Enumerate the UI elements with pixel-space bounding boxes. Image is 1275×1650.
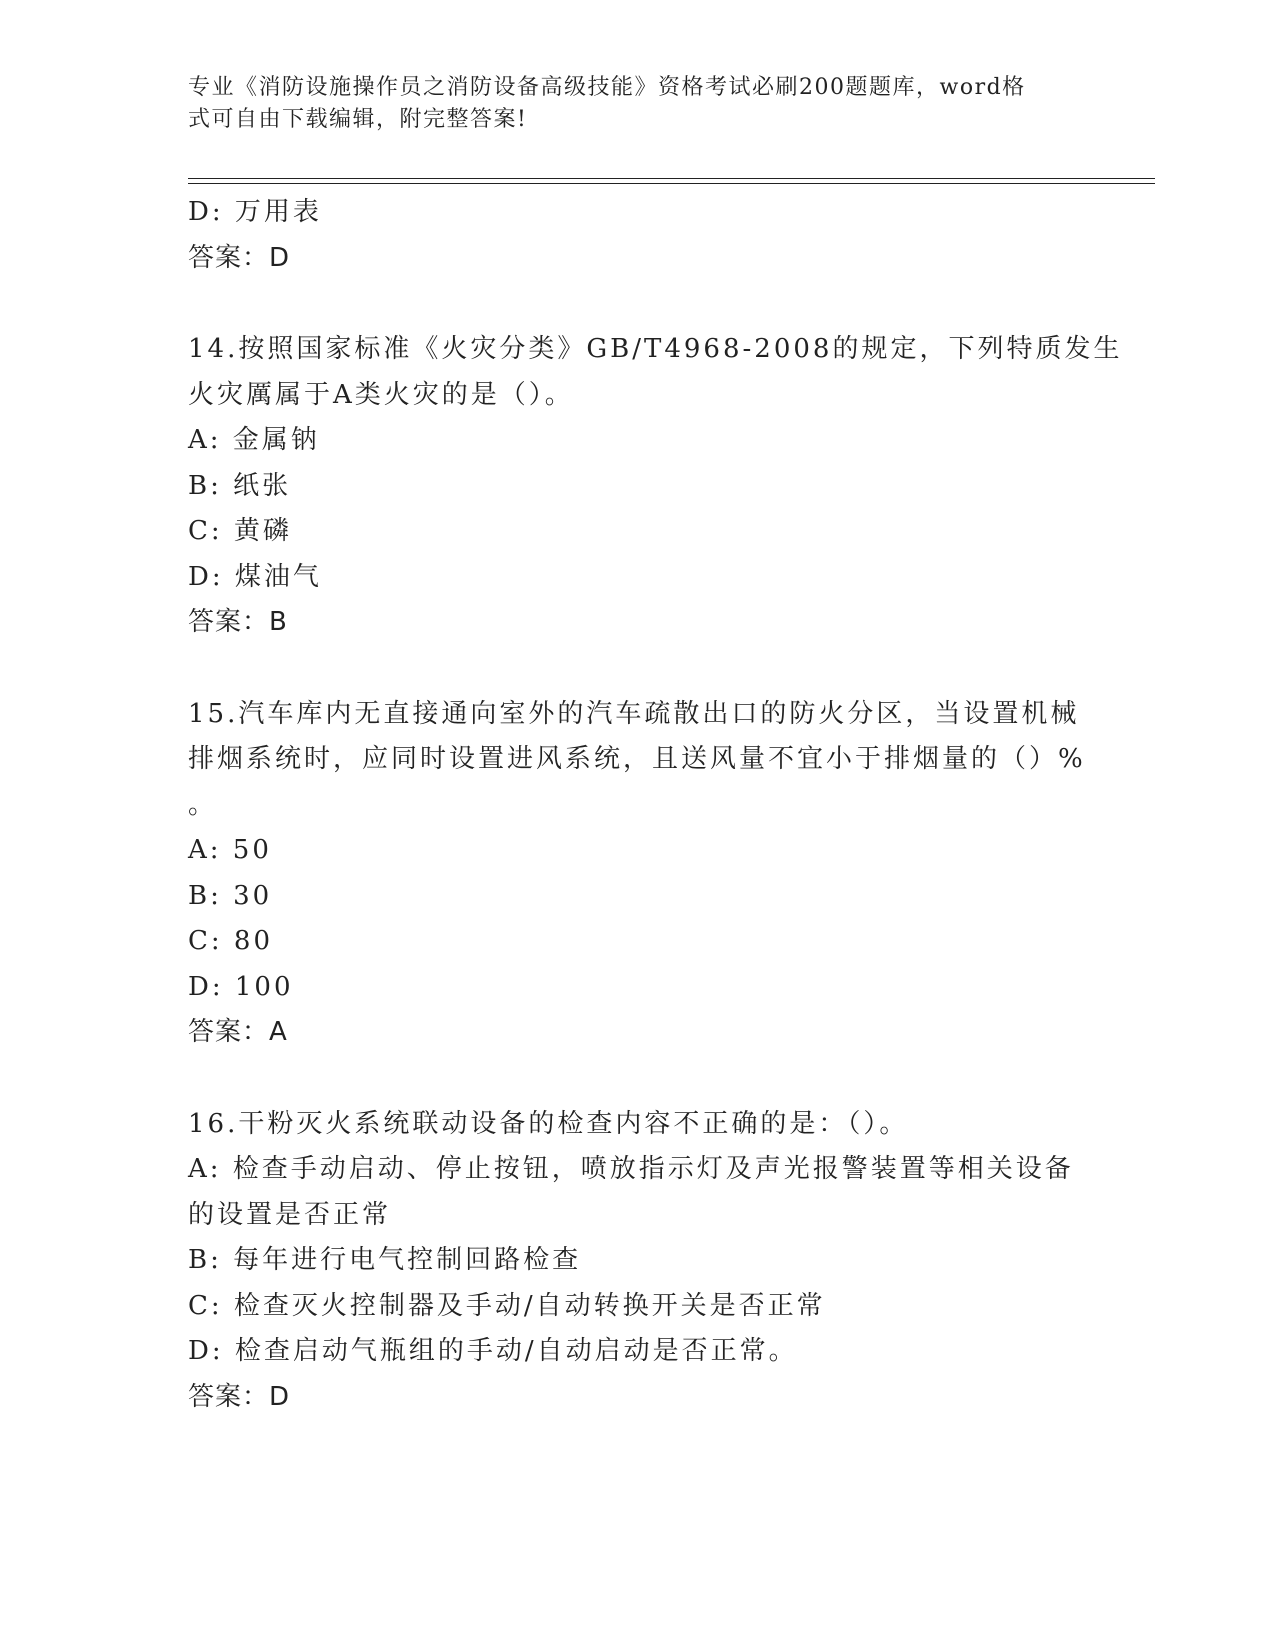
header-line-1: 专业《消防设施操作员之消防设备高级技能》资格考试必刷200题题库，word格 <box>188 75 1026 100</box>
option-d: D: 万用表 <box>188 197 322 227</box>
option-d: D: 煤油气 <box>188 561 322 592</box>
answer-line: 答案：D <box>188 242 291 273</box>
option-b: B: 每年进行电气控制回路检查 <box>188 1245 582 1275</box>
option-b: B: 纸张 <box>188 470 292 501</box>
question-stem-line: 排烟系统时，应同时设置进风系统，且送风量不宜小于排烟量的（）% <box>188 744 1086 774</box>
option-c: C: 黄磷 <box>188 516 292 546</box>
header-divider-top <box>188 178 1155 179</box>
header-line-2: 式可自由下载编辑，附完整答案! <box>188 107 528 132</box>
question-15 <box>188 692 1088 1056</box>
option-a-continuation: 的设置是否正常 <box>188 1199 392 1230</box>
question-content <box>188 190 1123 1420</box>
answer-line: 答案：A <box>188 1017 288 1047</box>
option-a: A: 金属钠 <box>188 425 320 455</box>
option-c: C: 检查灭火控制器及手动/自动转换开关是否正常 <box>188 1290 826 1321</box>
option-d: D: 100 <box>188 971 294 1002</box>
question-14 <box>188 327 1123 646</box>
option-b: B: 30 <box>188 880 273 911</box>
header-divider-bottom <box>188 183 1155 184</box>
question-stem-line: 16.干粉灭火系统联动设备的检查内容不正确的是：（）。 <box>188 1108 909 1139</box>
question-stem-line: 火灾厲属于A类火灾的是（）。 <box>188 379 574 410</box>
option-c: C: 80 <box>188 926 274 956</box>
answer-line: 答案：D <box>188 1381 291 1412</box>
option-a: A: 检查手动启动、停止按钮，喷放指示灯及声光报警装置等相关设备 <box>188 1154 1074 1184</box>
question-stem-line: 。 <box>188 789 218 820</box>
option-a: A: 50 <box>188 835 272 865</box>
option-d: D: 检查启动气瓶组的手动/自动启动是否正常。 <box>188 1336 798 1366</box>
question-stem-line: 15.汽车库内无直接通向室外的汽车疏散出口的防火分区，当设置机械 <box>188 698 1080 729</box>
answer-line: 答案：B <box>188 607 288 637</box>
question-16 <box>188 1102 1088 1421</box>
document-header <box>188 72 1068 136</box>
question-stem-line: 14.按照国家标准《火灾分类》GB/T4968-2008的规定，下列特质发生 <box>188 334 1123 364</box>
